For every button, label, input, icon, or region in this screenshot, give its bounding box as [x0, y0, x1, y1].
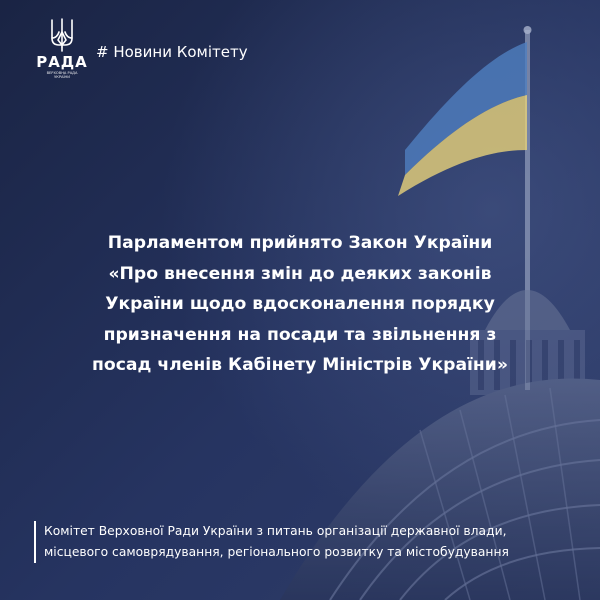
logo-subtitle: ВЕРХОВНА РАДА УКРАЇНИ: [46, 71, 78, 80]
headline-line: «Про внесення змін до деяких законів: [108, 263, 492, 284]
parliament-logo: [34, 18, 90, 92]
section-tag: # Новини Комітету: [96, 43, 248, 61]
headline-line: призначення на посади та звільнення з: [103, 324, 497, 345]
trident-icon: [50, 18, 74, 52]
headline-line: посад членів Кабінету Міністрів України»: [92, 355, 508, 375]
headline-line: Парламентом прийнято Закон України: [107, 233, 493, 253]
news-headline: [40, 228, 560, 381]
logo-wordmark: РАДА: [36, 53, 88, 71]
headline-line: України щодо вдосконалення порядку: [105, 294, 495, 314]
footer-line: місцевого самоврядування, регіонального розвитку та містобудування: [44, 545, 509, 559]
footer-line: Комітет Верховної Ради України з питань організації державної влади,: [44, 524, 507, 538]
committee-footer: [34, 521, 574, 563]
